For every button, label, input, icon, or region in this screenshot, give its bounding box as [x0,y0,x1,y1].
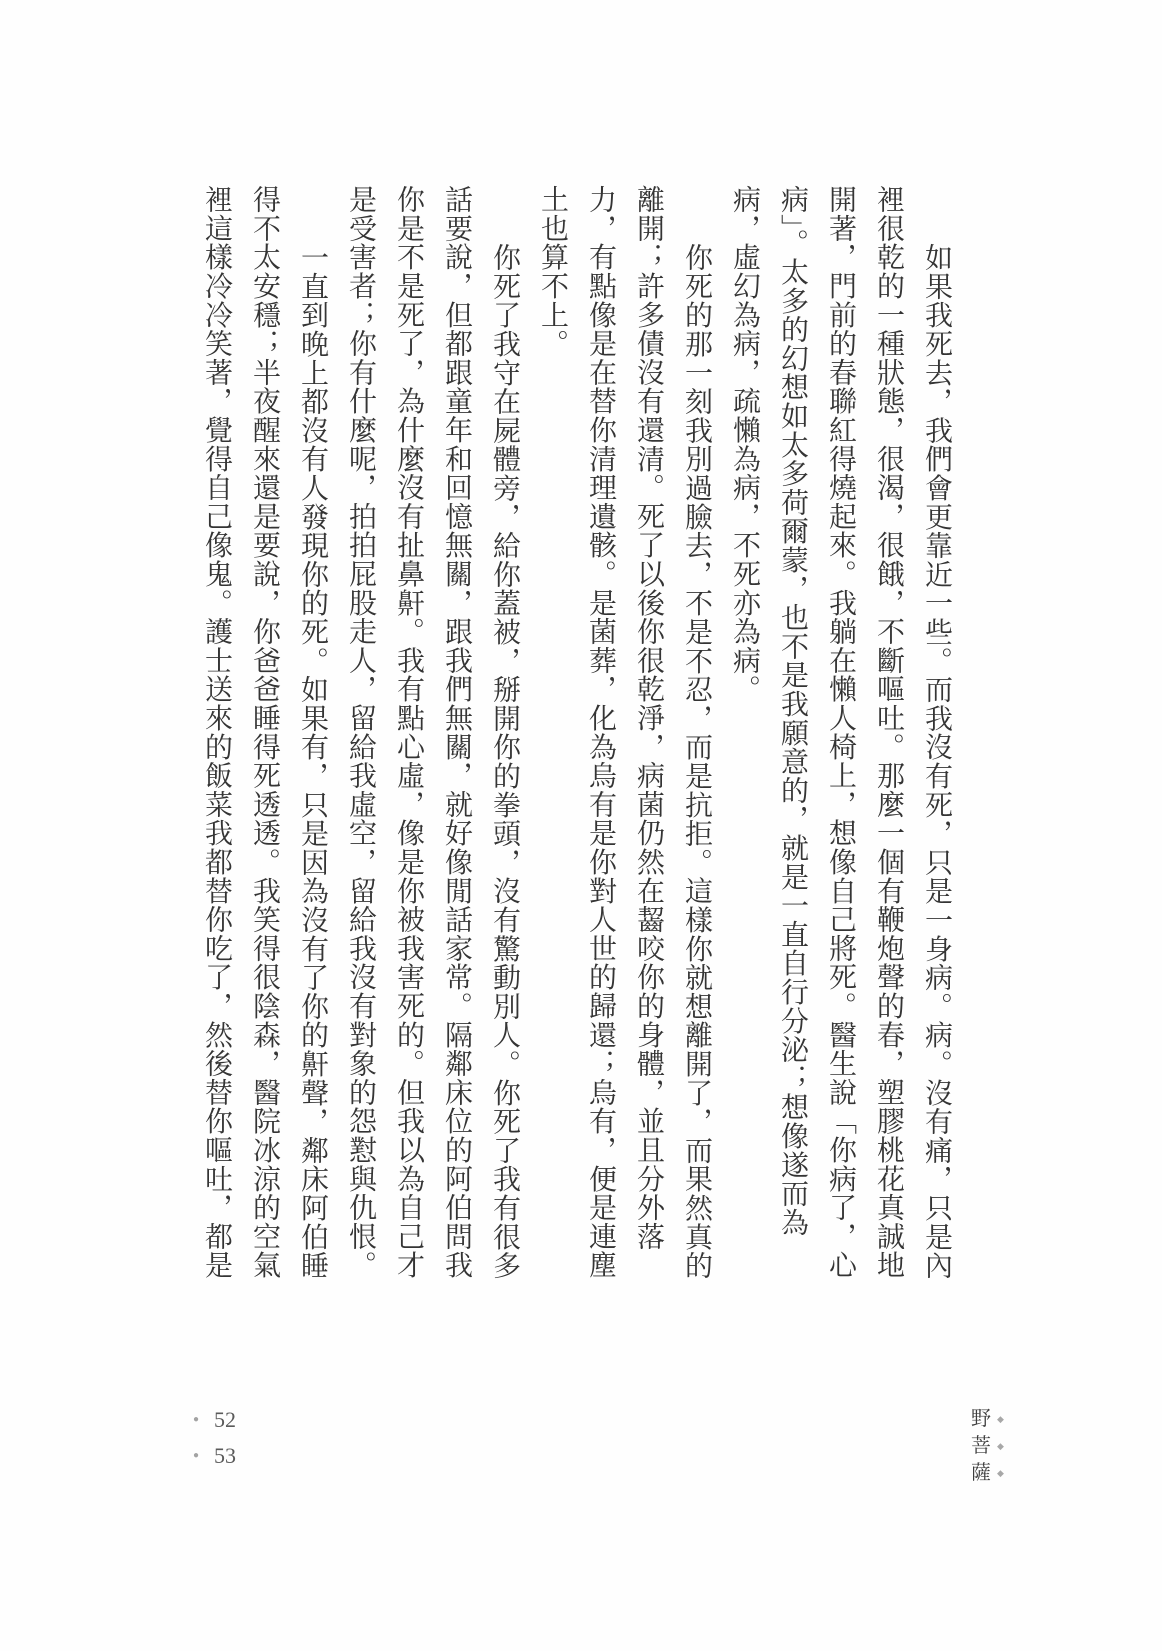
page-number-row [193,1442,237,1468]
page-number: 52 [214,1406,237,1432]
bullet-icon: ● [193,1413,200,1425]
diamond-marker-icon: ◆ [997,1413,1004,1424]
page-number: 53 [214,1442,237,1468]
paragraph-1: 如果我死去，我們會更靠近一些。而我沒有死，只是一身病。病。沒有痛，只是內裡很乾的一種狀態，很渴，很餓，不斷嘔吐。那麼一個有鞭炮聲的春，塑膠桃花真誠地開著，門前的春聯紅得燒起來。我躺在懶人椅上，想像自己將死。醫生說「你病了，心病」。太多的幻想如太多荷爾蒙，也不是我願意的，就是一直自行分泌；想像遂而為病，虛幻為病，疏懶為病，不死亦為病。 [729,185,952,1280]
bullet-icon: ● [193,1449,200,1461]
running-title-row [971,1463,1004,1483]
diamond-marker-icon: ◆ [997,1467,1004,1478]
running-title-row [971,1409,1004,1429]
running-title-char: 野 [971,1408,991,1430]
page-number-row [193,1406,237,1432]
paragraph-3: 你死了我守在屍體旁，給你蓋被，掰開你的拳頭，沒有驚動別人。你死了我有很多話要說，但都跟童年和回憶無關，跟我們無關，就好像閒話家常。隔鄰床位的阿伯問我你是不是死了，為什麼沒有扯鼻鼾。我有點心虛，像是你被我害死的。但我以為自己才是受害者；你有什麼呢，拍拍屁股走人，留給我虛空，留給我沒有對象的怨懟與仇恨。 [345,185,520,1280]
body-text [192,185,960,1281]
paragraph-2: 你死的那一刻我別過臉去，不是不忍，而是抗拒。這樣你就想離開了，而果然真的離開；許多債沒有還清。死了以後你很乾淨，病菌仍然在齧咬你的身體，並且分外落力，有點像是在替你清理遺骸。是菌葬，化為烏有是你對人世的歸還；烏有，便是連塵土也算不上。 [537,185,712,1280]
running-title-row [971,1436,1004,1456]
diamond-marker-icon: ◆ [997,1440,1004,1451]
running-title [971,1409,1004,1483]
page-numbers [193,1406,237,1468]
running-title-char: 薩 [971,1462,991,1484]
running-title-char: 菩 [971,1435,991,1457]
paragraph-4: 一直到晚上都沒有人發現你的死。如果有，只是因為沒有了你的鼾聲，鄰床阿伯睡得不太安穩；半夜醒來還是要說，你爸爸睡得死透透。我笑得很陰森，醫院冰涼的空氣裡這樣冷冷笑著，覺得自己像鬼。護士送來的飯菜我都替你吃了，然後替你嘔吐，都是 [201,185,328,1280]
